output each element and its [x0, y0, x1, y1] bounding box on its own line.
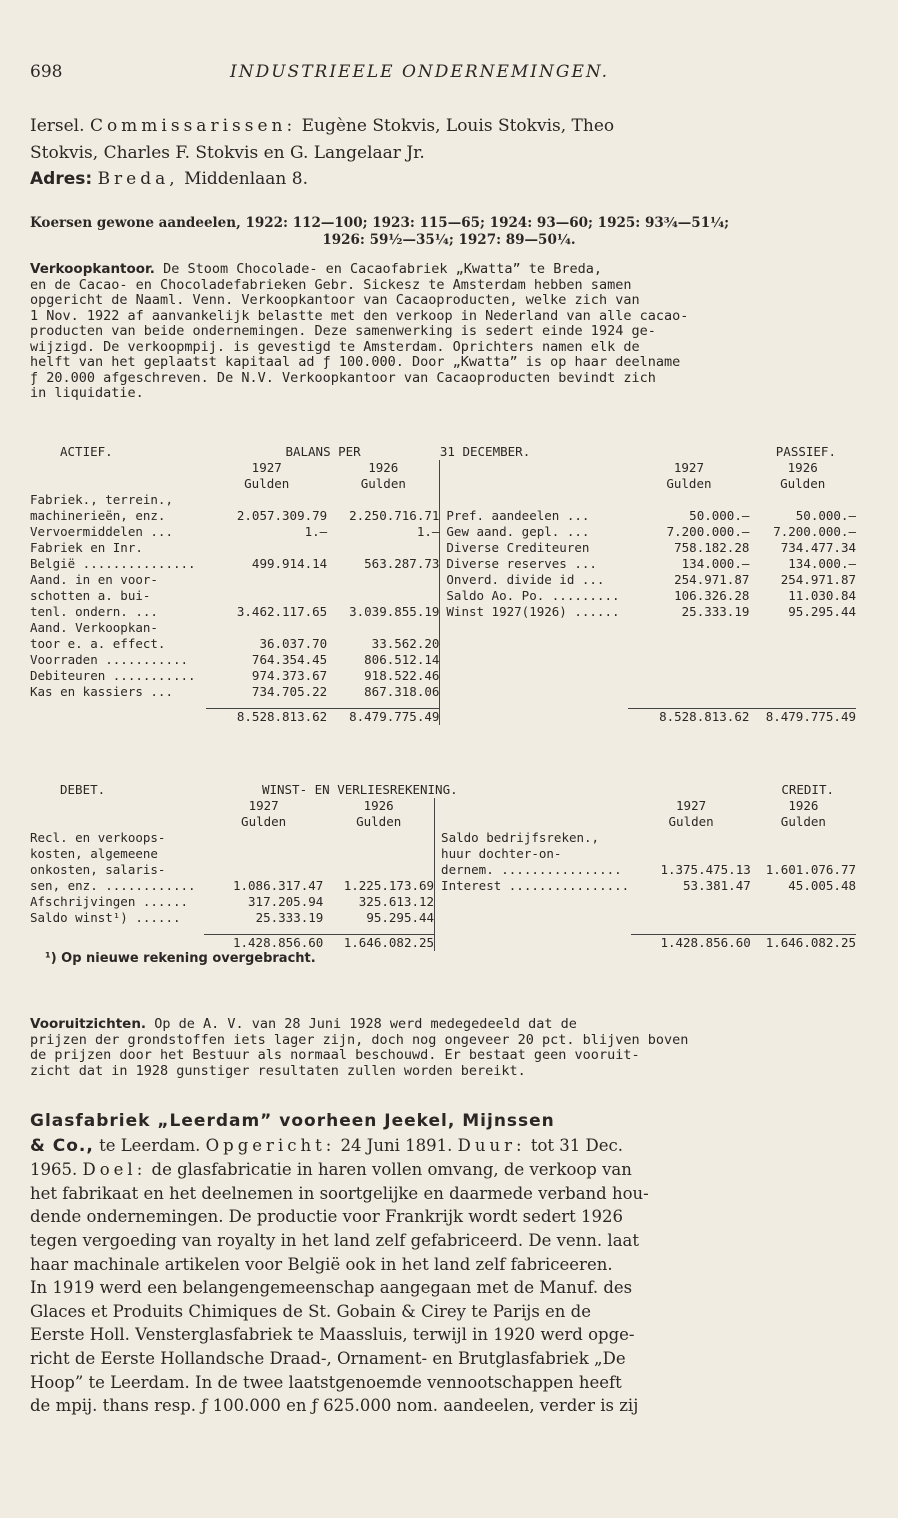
adres-label: Adres: [30, 169, 93, 189]
winst-right-1926 [751, 910, 856, 926]
balans-left-1927 [206, 572, 327, 588]
balans-left-1926: 867.318.06 [364, 684, 440, 699]
vooruitzichten-label: Vooruitzichten. [30, 1016, 147, 1032]
balans-right-label: Winst 1927(1926) ...... [440, 604, 629, 620]
winst-right-1927: 53.381.47 [683, 878, 751, 893]
winst-left-1927 [204, 830, 323, 846]
balans-right-1926 [749, 684, 856, 700]
balans-row [30, 652, 856, 668]
balans-total-1926: 8.479.775.49 [327, 708, 440, 725]
glasfabriek-section: Glasfabriek „Leerdam” voorheen Jeekel, Mijnssen & Co., te Leerdam. Opgericht: 24 Juni 1891. Duur: tot 31 Dec. 1965. Doel: de glasfabricatie in haren vollen omvang, de verkoop van het fabrikaat en het deelnemen in soortgelijke en daarmede verband hou- dende ondernemingen. De productie voor Frankrijk wordt sedert 1926 tegen vergoeding van royalty in het land zelf gefabriceerd. De venn. laat haar machinale artikelen voor België ook in het land zelf fabriceeren. In 1919 werd een belangengemeenschap aangegaan met de Manuf. des Glaces et Produits Chimiques de St. Gobain & Cirey te Parijs en de Eerste Holl. Vensterglasfabriek te Maassluis, terwijl in 1920 werd opge- richt de Eerste Hollandsche Draad-, Ornament- en Brutglasfabriek „De Hoop” te Leerdam. In de twee laatstgenoemde vennootschappen heeft de mpij. thans resp. ƒ 100.000 en ƒ 625.000 nom. aandeelen, verder is zij [30, 1110, 868, 1418]
winst-left-label: sen, enz. ............ [30, 878, 196, 893]
balans-right-1926: 254.971.87 [780, 572, 856, 587]
balans-left-1927: 2.057.309.79 [236, 508, 328, 523]
balans-row [30, 572, 856, 588]
balans-total-1926-passief: 8.479.775.49 [749, 708, 856, 725]
balans-left-1927: 3.462.117.65 [236, 604, 328, 619]
verkoopkantoor-paragraph: Verkoopkantoor. De Stoom Chocolade- en Cacaofabriek „Kwatta” te Breda, en de Cacao- en Chocoladefabrieken Gebr. Sickesz te Amsterdam hebben samen opgericht de Naaml. Venn. Verkoopkantoor van Cacaoproducten, welke zich van 1 Nov. 1922 af aanvankelijk belastte met den verkoop in Nederland van alle cacao- producten van beide ondernemingen. Deze samenwerking is sedert einde 1924 ge- wijzigd. De verkoopmpij. is gevestigd te Amsterdam. Oprichters namen elk de helft van het geplaatst kapitaal ad ƒ 100.000. Door „Kwatta” is op haar deelname ƒ 20.000 afgeschreven. De N.V. Verkoopkantoor van Cacaoproducten bevindt zich in liquidatie. [30, 261, 689, 401]
balans-row [30, 588, 856, 604]
balans-left-label: Aand. Verkoopkan- [30, 620, 158, 635]
winst-left-label: Saldo winst¹) ...... [30, 910, 181, 925]
passief-heading: PASSIEF. [775, 444, 836, 459]
winst-right-1926: 45.005.48 [788, 878, 856, 893]
duur-label: Duur: [457, 1135, 526, 1155]
balans-total-1927-passief: 8.528.813.62 [628, 708, 749, 725]
winst-left-1927: 317.205.94 [248, 894, 324, 909]
balans-left-label: tenl. ondern. ... [30, 604, 158, 619]
balans-right-label: Diverse Crediteuren [440, 540, 629, 556]
running-title: INDUSTRIEELE ONDERNEMINGEN. [230, 62, 610, 82]
balans-title-2: 31 DECEMBER. [439, 444, 531, 459]
winst-right-1927 [631, 830, 750, 846]
winst-left-1926: 95.295.44 [366, 910, 435, 925]
balans-right-label: Pref. aandeelen ... [440, 508, 629, 524]
winst-row [30, 894, 856, 910]
actief-heading: ACTIEF. [60, 444, 113, 459]
winst-right-label: Interest ................ [435, 878, 632, 894]
balans-row [30, 636, 856, 652]
balans-left-label: Kas en kassiers ... [30, 684, 173, 699]
winst-title: WINST- EN VERLIESREKENING. [261, 782, 458, 797]
winst-left-1927 [204, 862, 323, 878]
winst-right-label [435, 894, 632, 910]
commissarissen-label: Commissarissen: [89, 116, 297, 136]
balans-right-label: Onverd. divide id ... [440, 572, 629, 588]
winst-left-1926 [323, 846, 434, 862]
winst-right-1926 [751, 846, 856, 862]
winst-row [30, 862, 856, 878]
balans-row [30, 556, 856, 572]
balans-right-1926 [749, 668, 856, 684]
balans-right-1927: 50.000.— [689, 508, 750, 523]
commissarissen-line: Iersel. Commissarissen: Eugène Stokvis, Louis Stokvis, Theo [30, 116, 615, 136]
winst-left-1926 [323, 830, 434, 846]
winst-row [30, 878, 856, 894]
winst-total-row [30, 934, 856, 951]
balans-right-1927 [628, 636, 749, 652]
balans-left-1926 [327, 492, 440, 508]
koersen-line-2: 1926: 59½—35¼; 1927: 89—50¼. [322, 232, 576, 248]
running-header [30, 62, 870, 88]
balans-left-1926 [327, 620, 440, 636]
balans-left-label: België ............... [30, 556, 196, 571]
balans-left-label: schotten a. bui- [30, 588, 151, 603]
balans-right-1927 [628, 620, 749, 636]
balans-left-1927: 1.— [304, 524, 328, 539]
balans-right-label: Diverse reserves ... [440, 556, 629, 572]
winst-right-1926: 1.601.076.77 [765, 862, 856, 877]
winst-left-label: onkosten, salaris- [30, 862, 166, 877]
balans-right-1927 [628, 652, 749, 668]
balans-left-1926 [327, 572, 440, 588]
winst-left-1926: 325.613.12 [358, 894, 435, 909]
balans-right-1926 [749, 636, 856, 652]
balans-left-1926: 2.250.716.71 [349, 508, 440, 523]
koersen-line-1: Koersen gewone aandeelen, 1922: 112—100; 1923: 115—65; 1924: 93—60; 1925: 93¾—51¼; [30, 215, 730, 231]
balans-left-1926: 33.562.20 [371, 636, 440, 651]
balans-row [30, 540, 856, 556]
page-number: 698 [30, 62, 63, 82]
balans-right-1927: 254.971.87 [674, 572, 750, 587]
balans-total-row [30, 708, 856, 725]
balans-left-label: Aand. in en voor- [30, 572, 158, 587]
winst-right-label: dernem. ................ [435, 862, 632, 878]
balans-right-1926 [749, 620, 856, 636]
balans-row [30, 684, 856, 700]
balans-left-label: machinerieën, enz. [30, 508, 166, 523]
balans-right-1927: 758.182.28 [674, 540, 750, 555]
footnote: ¹) Op nieuwe rekening overgebracht. [45, 950, 316, 966]
balans-row [30, 492, 856, 508]
balans-right-1926: 134.000.— [788, 556, 856, 571]
balans-left-1927 [206, 540, 327, 556]
balans-left-1927 [206, 620, 327, 636]
winst-verlies-table: DEBET. WINST- EN VERLIESREKENING. CREDIT. 1927 1926 1927 1926 Gulden Gulden Gulden Gulden Recl. en verkoops- Saldo bedrijfsreken., kosten, algemeene huur dochter-on- onkosten, salaris- dernem. ................ 1.375.475.13 1.601.076.77 sen, enz. ............ 1.086.317.47 1.225.173.69 Interest ................ 53.381.47 45.005.48 Afschrijvingen ...... 317.205.94 325.613.12 Saldo winst¹) ...... 25.333.19 95.295.44 1.428.856.60 1.646.082.25 1.428.856.60 1.646.082.25 ¹) Op nieuwe rekening overgebracht. [30, 782, 856, 966]
winst-right-1927 [631, 846, 750, 862]
winst-total-1926: 1.646.082.25 [323, 934, 434, 951]
balans-right-1926: 11.030.84 [788, 588, 856, 603]
balans-row [30, 508, 856, 524]
balans-right-1926 [749, 652, 856, 668]
balans-right-1927 [628, 492, 749, 508]
balans-right-label [440, 636, 629, 652]
balans-left-1926 [327, 540, 440, 556]
doel-label: Doel: [82, 1160, 147, 1180]
balans-right-label: Gew aand. gepl. ... [440, 524, 629, 540]
winst-total-1926-credit: 1.646.082.25 [751, 934, 856, 951]
debet-heading: DEBET. [60, 782, 106, 797]
balans-right-1927 [628, 668, 749, 684]
balans-left-label: Debiteuren ........... [30, 668, 196, 683]
balans-row [30, 524, 856, 540]
credit-heading: CREDIT. [781, 782, 834, 797]
winst-right-label [435, 910, 632, 926]
winst-left-1927 [204, 846, 323, 862]
balans-right-1927 [628, 684, 749, 700]
balans-right-1927: 106.326.28 [674, 588, 750, 603]
winst-left-1927: 25.333.19 [255, 910, 324, 925]
balans-total-1927: 8.528.813.62 [206, 708, 327, 725]
winst-left-1926 [323, 862, 434, 878]
balans-right-1926: 7.200.000.— [773, 524, 856, 539]
winst-heading-row [30, 782, 856, 798]
verkoopkantoor-label: Verkoopkantoor. [30, 261, 155, 277]
balans-left-label: Vervoermiddelen ... [30, 524, 173, 539]
balans-right-1927: 134.000.— [681, 556, 750, 571]
balans-row [30, 668, 856, 684]
balans-row [30, 620, 856, 636]
winst-left-label: kosten, algemeene [30, 846, 158, 861]
winst-total-1927-credit: 1.428.856.60 [631, 934, 750, 951]
vooruitzichten-paragraph: Vooruitzichten. Op de A. V. van 28 Juni 1928 werd medegedeeld dat de prijzen der grondstoffen iets lager zijn, doch nog ongeveer 20 pct. blijven boven de prijzen door het Bestuur als normaal beschouwd. Er bestaat geen vooruit- zicht dat in 1928 gunstiger resultaten zullen worden bereikt. [30, 1016, 689, 1079]
balans-table: ACTIEF. BALANS PER 31 DECEMBER. PASSIEF. 1927 1926 1927 1926 Gulden Gulden Gulden Gulden Fabriek., terrein., machinerieën, enz. 2.057.309.79 2.250.716.71 Pref. aandeelen ... 50.000.— 50.000.— Vervoermiddelen ... 1.— 1.— Gew aand. gepl. ... 7.200.000.— 7.200.000.— Fabriek en Inr. Diverse Crediteuren 758.182.28 734.477.34 België ............... 499.914.14 563.287.73 Diverse reserves ... 134.000.— 134.000.— Aand. in en voor- Onverd. divide id ... 254.971.87 254.971.87 schotten a. bui- Saldo Ao. Po. ......... 106.326.28 11.030.84 tenl. ondern. ... 3.462.117.65 3.039.855.19 Winst 1927(1926) ...... 25.333.19 95.295.44 Aand. Verkoopkan- toor e. a. effect. 36.037.70 33.562.20 Voorraden ........... 764.354.45 806.512.14 Debiteuren ........... 974.373.67 918.522.46 Kas en kassiers ... 734.705.22 867.318.06 8.528.813.62 8.479.775.49 8.528.813.62 8.479.775.49 [30, 444, 856, 724]
winst-total-1927: 1.428.856.60 [204, 934, 323, 951]
winst-right-label: Saldo bedrijfsreken., [435, 830, 632, 846]
balans-left-label: toor e. a. effect. [30, 636, 166, 651]
balans-left-1926: 3.039.855.19 [349, 604, 440, 619]
winst-row [30, 830, 856, 846]
balans-left-1927: 734.705.22 [251, 684, 328, 699]
balans-right-1926: 95.295.44 [788, 604, 856, 619]
winst-right-label: huur dochter-on- [435, 846, 632, 862]
winst-right-1927 [631, 910, 750, 926]
adres-line: Adres: Breda, Middenlaan 8. [30, 169, 308, 189]
balans-right-label [440, 652, 629, 668]
balans-left-1926: 563.287.73 [364, 556, 440, 571]
balans-row [30, 604, 856, 620]
balans-right-1927: 25.333.19 [681, 604, 750, 619]
balans-heading-row [30, 444, 856, 460]
winst-right-1927: 1.375.475.13 [660, 862, 751, 877]
winst-left-label: Afschrijvingen ...... [30, 894, 189, 909]
balans-left-1926: 1.— [416, 524, 440, 539]
winst-row [30, 846, 856, 862]
balans-left-1926: 806.512.14 [364, 652, 440, 667]
balans-right-1926 [749, 492, 856, 508]
balans-left-1926 [327, 588, 440, 604]
opgericht-label: Opgericht: [205, 1135, 336, 1155]
winst-row [30, 910, 856, 926]
commissarissen-line-2: Stokvis, Charles F. Stokvis en G. Langelaar Jr. [30, 143, 425, 163]
balans-left-1927 [206, 588, 327, 604]
balans-left-label: Voorraden ........... [30, 652, 189, 667]
balans-left-1927 [206, 492, 327, 508]
balans-right-label: Saldo Ao. Po. ......... [440, 588, 629, 604]
balans-left-1927: 499.914.14 [251, 556, 328, 571]
balans-left-1926: 918.522.46 [364, 668, 440, 683]
balans-title: BALANS PER [285, 444, 361, 459]
balans-right-label [440, 684, 629, 700]
winst-left-1926: 1.225.173.69 [343, 878, 435, 893]
balans-left-label: Fabriek., terrein., [30, 492, 173, 507]
winst-left-label: Recl. en verkoops- [30, 830, 166, 845]
winst-left-1927: 1.086.317.47 [232, 878, 324, 893]
balans-left-1927: 36.037.70 [259, 636, 328, 651]
balans-left-1927: 974.373.67 [251, 668, 328, 683]
balans-left-1927: 764.354.45 [251, 652, 328, 667]
balans-right-label [440, 492, 629, 508]
balans-right-1926: 734.477.34 [780, 540, 856, 555]
glasfabriek-title: Glasfabriek „Leerdam” voorheen Jeekel, Mijnssen [30, 1111, 555, 1131]
balans-left-label: Fabriek en Inr. [30, 540, 143, 555]
winst-right-1927 [631, 894, 750, 910]
balans-right-1927: 7.200.000.— [666, 524, 750, 539]
balans-right-label [440, 668, 629, 684]
balans-right-label [440, 620, 629, 636]
winst-right-1926 [751, 830, 856, 846]
balans-right-1926: 50.000.— [795, 508, 856, 523]
winst-right-1926 [751, 894, 856, 910]
